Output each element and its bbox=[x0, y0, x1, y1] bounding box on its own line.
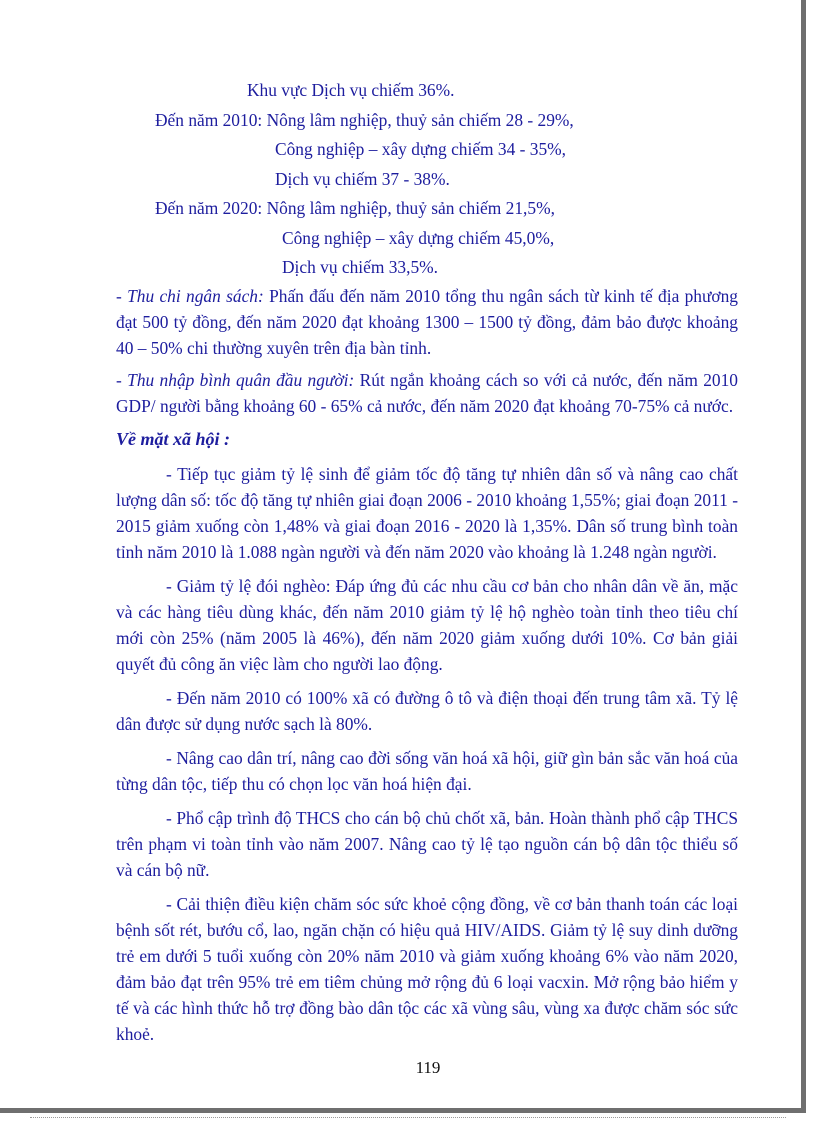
services-share-line: Khu vực Dịch vụ chiếm 36%. bbox=[247, 80, 455, 100]
target-2010-industry-line: Công nghiệp – xây dựng chiếm 34 - 35%, bbox=[275, 139, 567, 159]
budget-label: - Thu chi ngân sách: bbox=[116, 285, 264, 306]
income-label: - Thu nhập bình quân đầu người: bbox=[116, 369, 355, 390]
social-item-health: - Cải thiện điều kiện chăm sóc sức khoẻ cộng đồng, về cơ bản thanh toán các loại bệnh sốt rét, bướu cổ, lao, ngăn chặn có hiệu quả HIV/AIDS. Giảm tỷ lệ suy dinh dưỡng trẻ em dưới 5 tuổi xuống còn 20% năm 2010 và giảm xuống khoảng 6% vào năm 2020, đảm bảo đạt trên 95% trẻ em tiêm chủng mở rộng đủ 6 loại vacxin. Mở rộng bảo hiểm y tế và các hình thức hỗ trợ đồng bào dân tộc các xã vùng sâu, vùng xa được chăm sóc sức khoẻ. bbox=[116, 893, 738, 1044]
income-text: Rút ngắn khoảng cách so với cả nước, đến năm 2010 GDP/ người bằng khoảng 60 - 65% cả nước, đến năm 2020 đạt khoảng 70-75% cả nước. bbox=[116, 369, 738, 416]
social-item-infrastructure: - Đến năm 2010 có 100% xã có đường ô tô và điện thoại đến trung tâm xã. Tỷ lệ dân được sử dụng nước sạch là 80%. bbox=[116, 687, 738, 734]
social-item-population: - Tiếp tục giảm tỷ lệ sinh để giảm tốc độ tăng tự nhiên dân số và nâng cao chất lượng dân số: tốc độ tăng tự nhiên giai đoạn 2006 - 2010 khoảng 1,55%; giai đoạn 2011 - 2015 giảm xuống còn 1,48% và giai đoạn 2016 - 2020 là 1,35%. Dân số trung bình toàn tỉnh năm 2010 là 1.088 ngàn người và đến năm 2020 vào khoảng là 1.248 ngàn người. bbox=[116, 463, 738, 562]
target-2010-agriculture-line: Đến năm 2010: Nông lâm nghiệp, thuỷ sản chiếm 28 - 29%, bbox=[155, 109, 574, 130]
target-2020-industry-line: Công nghiệp – xây dựng chiếm 45,0%, bbox=[282, 227, 555, 248]
budget-text: Phấn đấu đến năm 2010 tổng thu ngân sách từ kinh tế địa phương đạt 500 tỷ đồng, đến năm 2020 đạt khoảng 1300 – 1500 tỷ đồng, đảm bảo được khoảng 40 – 50% chi thường xuyên trên địa bàn tỉnh. bbox=[116, 285, 738, 358]
social-item-culture: - Nâng cao dân trí, nâng cao đời sống văn hoá xã hội, giữ gìn bản sắc văn hoá của từng dân tộc, tiếp thu có chọn lọc văn hoá hiện đại. bbox=[116, 747, 738, 794]
social-item-poverty: - Giảm tỷ lệ đói nghèo: Đáp ứng đủ các nhu cầu cơ bản cho nhân dân về ăn, mặc và các hàng tiêu dùng khác, đến năm 2010 giảm tỷ lệ hộ nghèo toàn tỉnh theo tiêu chí mới còn 25% (năm 2005 là 46%), đến năm 2020 giảm xuống dưới 10%. Cơ bản giải quyết đủ công ăn việc làm cho người lao động. bbox=[116, 575, 738, 674]
page-number: 119 bbox=[415, 1058, 441, 1077]
budget-paragraph bbox=[116, 283, 738, 361]
income-paragraph bbox=[116, 367, 738, 419]
document-body bbox=[116, 76, 738, 1047]
footer-divider bbox=[30, 1117, 786, 1118]
target-2010-services-line: Dịch vụ chiếm 37 - 38%. bbox=[275, 168, 450, 189]
target-2020-agriculture-line: Đến năm 2020: Nông lâm nghiệp, thuỷ sản chiếm 21,5%, bbox=[155, 198, 555, 218]
social-item-education: - Phổ cập trình độ THCS cho cán bộ chủ chốt xã, bản. Hoàn thành phổ cập THCS trên phạm vi toàn tỉnh vào năm 2007. Nâng cao tỷ lệ tạo nguồn cán bộ dân tộc thiểu số và cán bộ nữ. bbox=[116, 807, 738, 880]
target-2020-services-line: Dịch vụ chiếm 33,5%. bbox=[282, 257, 438, 277]
social-heading: Về mặt xã hội : bbox=[116, 428, 231, 449]
